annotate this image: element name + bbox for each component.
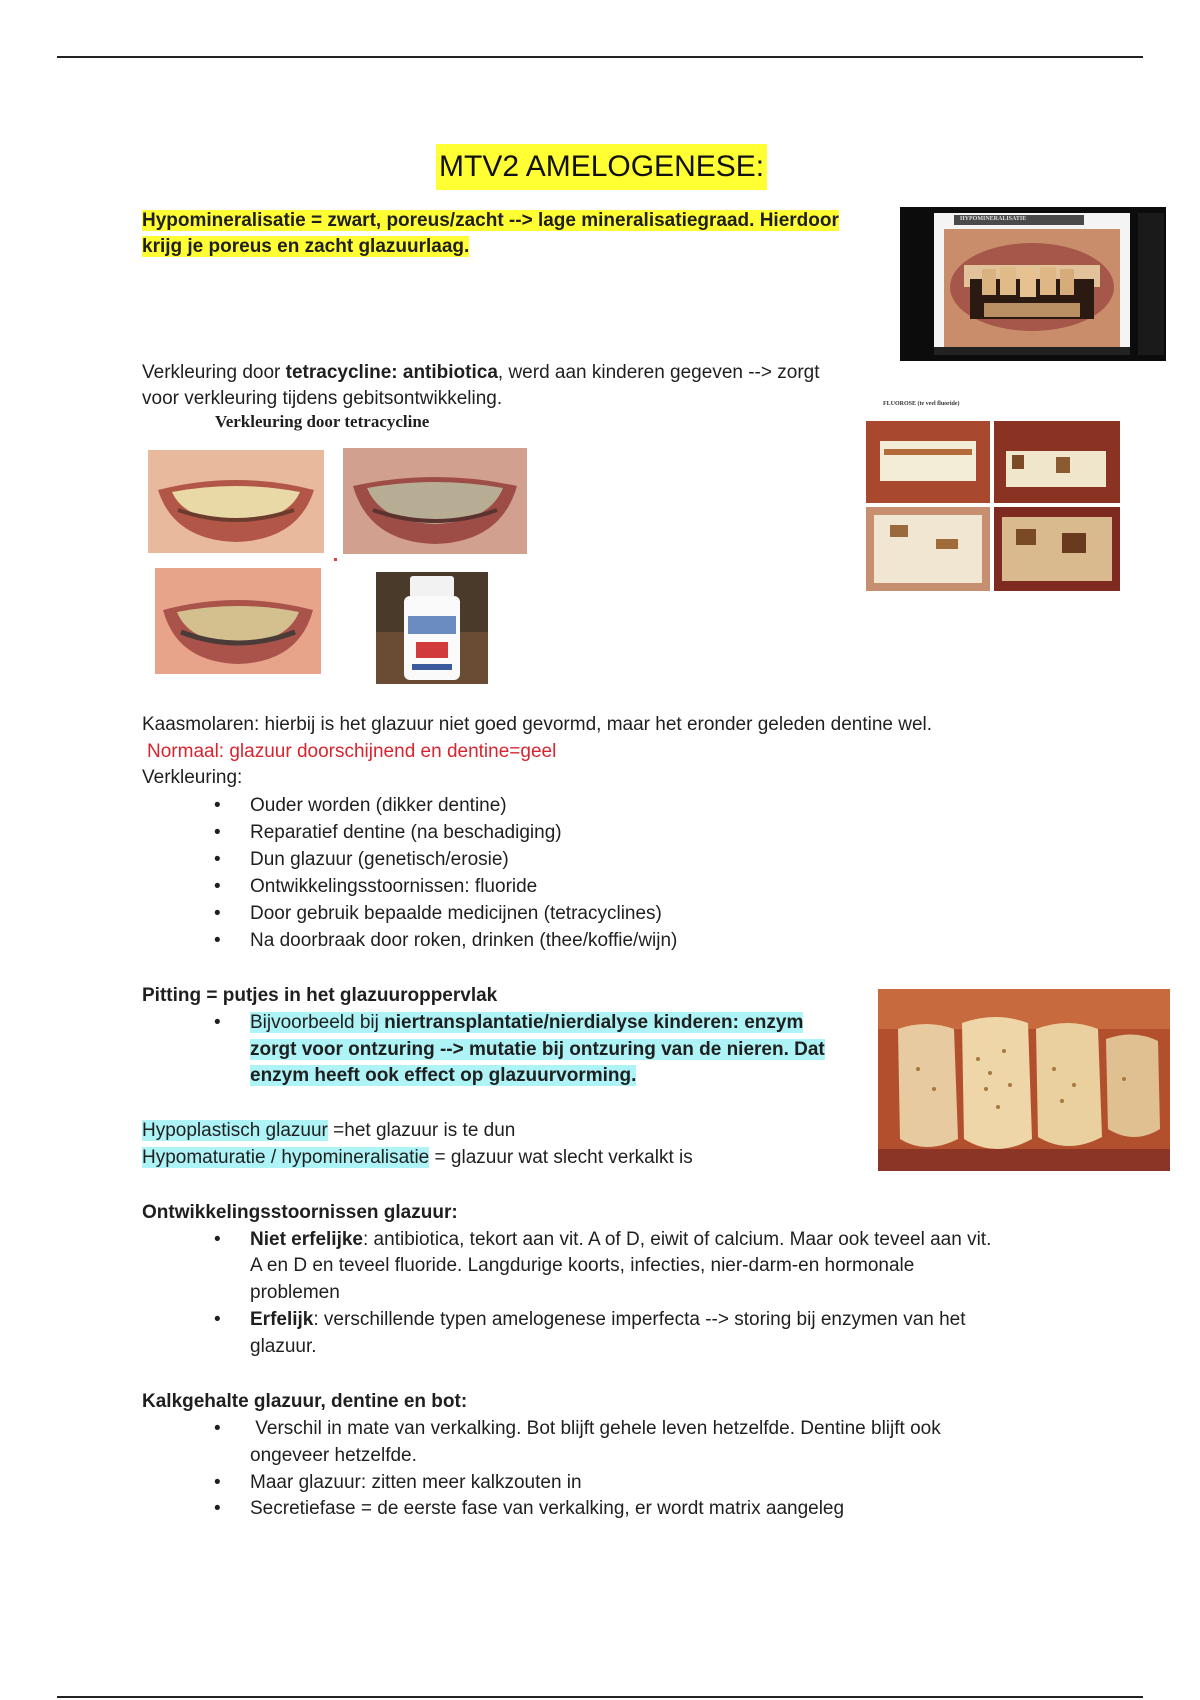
tetracycline-figure-caption: Verkleuring door tetracycline bbox=[215, 412, 430, 431]
tetracycline-smile-photo-1 bbox=[148, 450, 324, 553]
hypomin-line-1: Hypomineralisatie = zwart, poreus/zacht --> lage mineralisatiegraad. Hierdoor bbox=[142, 210, 839, 231]
verkleuring-list bbox=[142, 792, 1042, 954]
pitting-teeth-photo bbox=[878, 989, 1170, 1171]
pitting-bullet: • bbox=[214, 1012, 221, 1033]
kalk-item-3: Secretiefase = de eerste fase van verkalking, er wordt matrix aangeleg bbox=[250, 1498, 845, 1519]
kalk-item-1-line-1: Verschil in mate van verkalking. Bot blijft gehele leven hetzelfde. Dentine blijft ook bbox=[250, 1418, 941, 1439]
fluorose-photo-grid bbox=[866, 421, 1120, 591]
list-item: • Na doorbraak door roken, drinken (thee/koffie/wijn) bbox=[214, 930, 678, 951]
niet-erfelijk-line-3: problemen bbox=[250, 1282, 340, 1303]
page-title: MTV2 AMELOGENESE: bbox=[436, 144, 767, 190]
hypomaturatie-line: Hypomaturatie / hypomineralisatie = glazuur wat slecht verkalkt is bbox=[142, 1147, 693, 1168]
kalk-item-1-line-2: ongeveer hetzelfde. bbox=[250, 1445, 417, 1466]
ontwikkeling-heading: Ontwikkelingsstoornissen glazuur: bbox=[142, 1202, 458, 1223]
tetracycline-smile-photo-3 bbox=[155, 568, 321, 674]
pitting-line-2: zorgt voor ontzuring --> mutatie bij ontzuring van de nieren. Dat bbox=[250, 1039, 825, 1060]
tetracycline-bottle-photo bbox=[376, 572, 488, 684]
kalk-bullet-3: • bbox=[214, 1498, 221, 1519]
hypomineralisatie-photo-caption: HYPOMINERALISATIE bbox=[960, 216, 1027, 222]
tetra-line-2: voor verkleuring tijdens gebitsontwikkeling. bbox=[142, 388, 503, 409]
ontwikkeling-bullet-2: • bbox=[214, 1309, 221, 1330]
tetra-line-1: Verkleuring door tetracycline: antibiotica, werd aan kinderen gegeven --> zorgt bbox=[142, 362, 820, 383]
small-red-dot bbox=[334, 558, 337, 561]
fluorose-caption: FLUOROSE (te veel fluoride) bbox=[883, 401, 960, 407]
kaasmolaren-line: Kaasmolaren: hierbij is het glazuur niet goed gevormd, maar het eronder geleden dentine wel. bbox=[142, 714, 933, 735]
list-item: • Reparatief dentine (na beschadiging) bbox=[214, 822, 562, 843]
erfelijk-line-2: glazuur. bbox=[250, 1336, 317, 1357]
ontwikkeling-bullet-1: • bbox=[214, 1229, 221, 1250]
list-item: • Ouder worden (dikker dentine) bbox=[214, 795, 507, 816]
verkleuring-label: Verkleuring: bbox=[142, 767, 243, 788]
pitting-line-1: Bijvoorbeeld bij niertransplantatie/nierdialyse kinderen: enzym bbox=[250, 1012, 804, 1033]
kalk-bullet-2: • bbox=[214, 1472, 221, 1493]
list-item: • Ontwikkelingsstoornissen: fluoride bbox=[214, 876, 538, 897]
tetracycline-smile-photo-2 bbox=[343, 448, 527, 554]
normaal-line: Normaal: glazuur doorschijnend en dentine=geel bbox=[147, 741, 557, 762]
niet-erfelijk-line-1: Niet erfelijke: antibiotica, tekort aan vit. A of D, eiwit of calcium. Maar ook teveel aan vit. bbox=[250, 1229, 992, 1250]
list-item: • Door gebruik bepaalde medicijnen (tetracyclines) bbox=[214, 903, 662, 924]
niet-erfelijk-line-2: A en D en teveel fluoride. Langdurige koorts, infecties, nier-darm-en hormonale bbox=[250, 1255, 915, 1276]
erfelijk-line-1: Erfelijk: verschillende typen amelogenese imperfecta --> storing bij enzymen van het bbox=[250, 1309, 966, 1330]
hypoplastisch-line: Hypoplastisch glazuur =het glazuur is te dun bbox=[142, 1120, 516, 1141]
bottom-rule bbox=[57, 1696, 1143, 1698]
kalk-item-2: Maar glazuur: zitten meer kalkzouten in bbox=[250, 1472, 582, 1493]
hypomineralisatie-photo bbox=[900, 207, 1166, 361]
pitting-heading: Pitting = putjes in het glazuuroppervlak bbox=[142, 985, 498, 1006]
kalk-bullet-1: • bbox=[214, 1418, 221, 1439]
list-item: • Dun glazuur (genetisch/erosie) bbox=[214, 849, 509, 870]
kalkgehalte-heading: Kalkgehalte glazuur, dentine en bot: bbox=[142, 1391, 468, 1412]
pitting-line-3: enzym heeft ook effect op glazuurvorming. bbox=[250, 1065, 637, 1086]
hypomin-line-2: krijg je poreus en zacht glazuurlaag. bbox=[142, 236, 470, 257]
top-rule bbox=[57, 56, 1143, 58]
